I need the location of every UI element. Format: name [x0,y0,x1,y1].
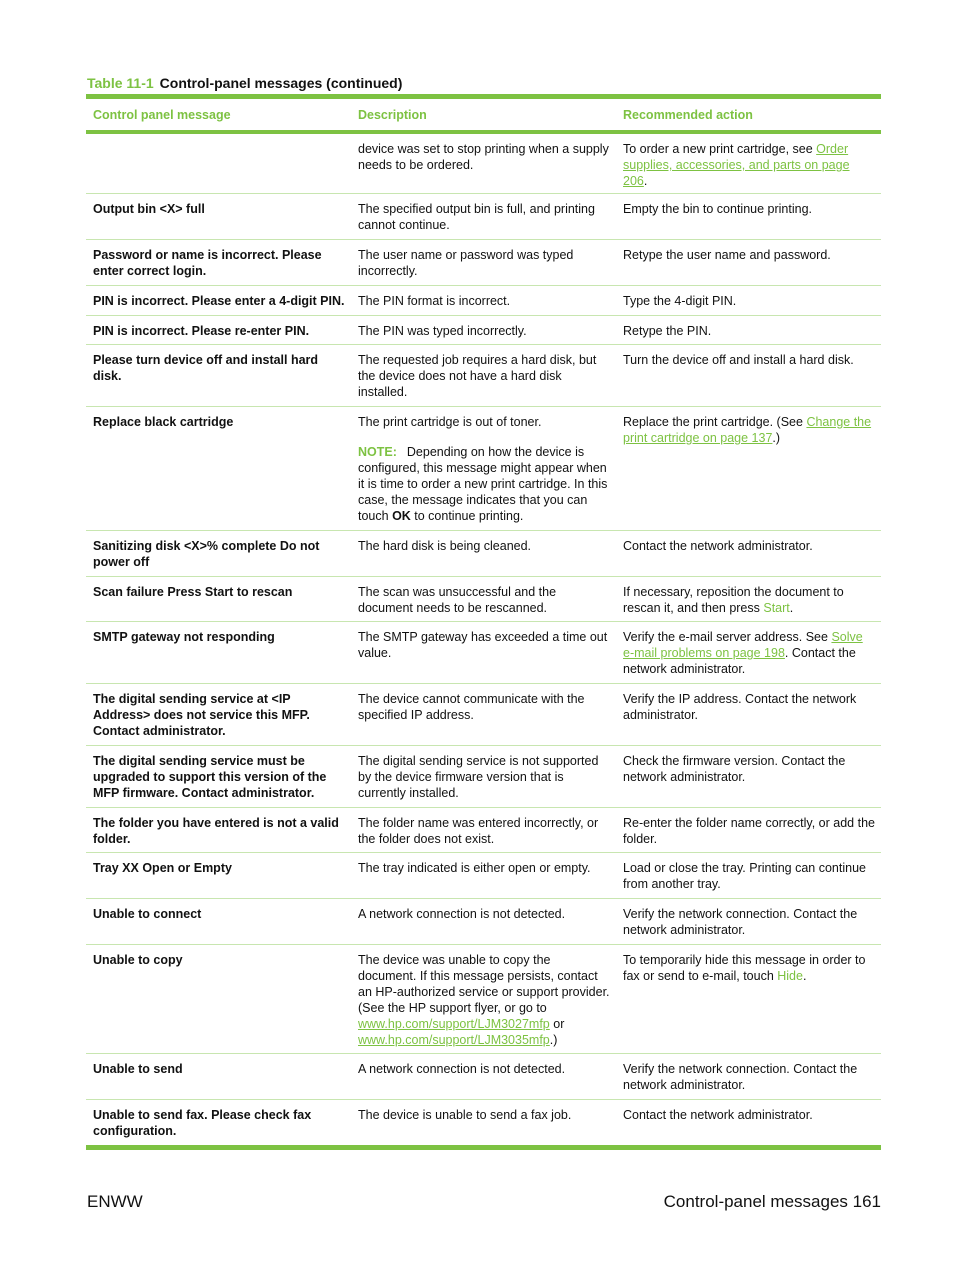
header-action: Recommended action [623,107,753,122]
text: Replace black cartridge [93,415,234,429]
text: to continue printing. [410,509,524,523]
text: Unable to send fax. Please check fax configuration. [93,1108,312,1138]
description-cell [351,345,616,406]
table-row [86,945,881,1054]
description-cell [351,808,616,852]
description-cell [351,746,616,807]
text: The folder name was entered incorrectly, or the folder does not exist. [358,816,599,846]
text: The digital sending service at <IP Address> does not service this MFP. Contact administrator. [93,692,310,738]
table-row [86,808,881,853]
table-number: Table 11-1 [87,75,154,91]
action-cell [616,1054,881,1099]
description-cell [351,240,616,285]
description-cell [351,286,616,315]
message-cell [86,345,351,406]
footer-right: Control-panel messages 161 [663,1192,881,1211]
text: A network connection is not detected. [358,907,566,921]
text: Verify the network connection. Contact the network administrator. [623,907,858,937]
text: If necessary, reposition the document to rescan it, and then press [623,585,844,615]
table-row [86,577,881,622]
action-cell [616,622,881,683]
action-cell [616,345,881,406]
table-row [86,622,881,684]
message-cell [86,286,351,315]
text: The SMTP gateway has exceeded a time out value. [358,630,608,660]
description-cell [351,1100,616,1145]
action-cell [616,134,881,193]
description-cell [351,622,616,683]
text: Load or close the tray. Printing can continue from another tray. [623,861,866,891]
text: Password or name is incorrect. Please enter correct login. [93,248,322,278]
table-row [86,1054,881,1100]
table-row [86,1100,881,1145]
action-cell [616,531,881,576]
text: Depending on how the device is configured, this message might appear when it is time to order a new print cartridge. In this case, the message indicates that you can touch [358,445,608,523]
message-cell [86,622,351,683]
text: device was set to stop printing when a supply needs to be ordered. [358,142,609,172]
description-cell [351,407,616,530]
message-cell [86,577,351,621]
message-cell [86,531,351,576]
text: PIN is incorrect. Please re-enter PIN. [93,324,310,338]
text: The PIN was typed incorrectly. [358,324,527,338]
table-row [86,240,881,286]
description-cell [351,945,616,1053]
header-message: Control panel message [93,107,231,122]
text: The folder you have entered is not a valid folder. [93,816,339,846]
text: The hard disk is being cleaned. [358,539,532,553]
note-label: NOTE: [358,445,397,459]
text: The tray indicated is either open or empty. [358,861,591,875]
text: To order a new print cartridge, see [623,142,817,156]
table-row [86,899,881,945]
message-cell [86,1054,351,1099]
text: The requested job requires a hard disk, but the device does not have a hard disk installed. [358,353,597,399]
description-cell [351,194,616,239]
table-row [86,286,881,316]
link[interactable]: www.hp.com/support/LJM3027mfp [358,1017,550,1031]
description-cell [351,134,616,193]
message-cell [86,853,351,898]
message-cell [86,194,351,239]
text: The scan was unsuccessful and the document needs to be rescanned. [358,585,557,615]
table-row [86,746,881,808]
table-row [86,345,881,407]
table-row [86,194,881,240]
table-row [86,407,881,531]
description-cell [351,899,616,944]
action-cell [616,286,881,315]
text: Contact the network administrator. [623,1108,813,1122]
action-cell [616,577,881,621]
text: The device was unable to copy the document. If this message persists, contact an HP-authorized service or support provider. (See the HP support flyer, or go to [358,953,610,1015]
text: Verify the network connection. Contact the network administrator. [623,1062,858,1092]
message-cell [86,1100,351,1145]
description-cell [351,684,616,745]
text: To temporarily hide this message in order to fax or send to e-mail, touch [623,953,866,983]
text: . [789,601,794,615]
table-row [86,316,881,345]
text: SMTP gateway not responding [93,630,275,644]
action-cell [616,899,881,944]
control-panel-messages-table [86,94,881,1150]
table-row [86,134,881,194]
text: The user name or password was typed incorrectly. [358,248,574,278]
text: .) [549,1033,558,1047]
footer-left: ENWW [87,1192,143,1211]
description-cell [351,577,616,621]
text: . [643,174,648,188]
text: The PIN format is incorrect. [358,294,511,308]
action-cell [616,316,881,344]
text: Tray XX Open or Empty [93,861,232,875]
message-cell [86,945,351,1053]
description-cell [351,316,616,344]
text: . Contact the network administrator. [623,646,856,676]
table-row [86,531,881,577]
text: The device cannot communicate with the specified IP address. [358,692,585,722]
keyword: Start [763,601,790,615]
action-cell [616,684,881,745]
text: The digital sending service must be upgraded to support this version of the MFP firmware. Contact administrator. [93,754,327,800]
text: Empty the bin to continue printing. [623,202,813,216]
text: Verify the e-mail server address. See [623,630,832,644]
text: Check the firmware version. Contact the network administrator. [623,754,846,784]
message-cell [86,134,351,193]
message-cell [86,407,351,530]
action-cell [616,945,881,1053]
text: Scan failure Press Start to rescan [93,585,293,599]
table-row [86,684,881,746]
text: Re-enter the folder name correctly, or add the folder. [623,816,875,846]
text: Output bin <X> full [93,202,205,216]
message-cell [86,684,351,745]
table-title: Control-panel messages (continued) [159,75,403,91]
action-cell [616,808,881,852]
text: The device is unable to send a fax job. [358,1108,572,1122]
action-cell [616,240,881,285]
text: .) [772,431,781,445]
message-cell [86,899,351,944]
text: Turn the device off and install a hard disk. [623,353,854,367]
description-cell [351,531,616,576]
message-cell [86,808,351,852]
text: Verify the IP address. Contact the network administrator. [623,692,857,722]
action-cell [616,746,881,807]
message-cell [86,240,351,285]
description-cell [351,853,616,898]
table-row [86,853,881,899]
message-cell [86,746,351,807]
text: OK [392,509,411,523]
text: Sanitizing disk <X>% complete Do not power off [93,539,320,569]
text: A network connection is not detected. [358,1062,566,1076]
link[interactable]: www.hp.com/support/LJM3035mfp [358,1033,550,1047]
text: Type the 4-digit PIN. [623,294,737,308]
text: or [549,1017,565,1031]
table-caption [87,75,402,91]
action-cell [616,1100,881,1145]
table-header [86,99,881,134]
text: Unable to copy [93,953,183,967]
action-cell [616,853,881,898]
text: Contact the network administrator. [623,539,813,553]
text: PIN is incorrect. Please enter a 4-digit PIN. [93,294,345,308]
header-description: Description [358,107,427,122]
text: Unable to connect [93,907,202,921]
text: The print cartridge is out of toner. [358,415,542,429]
text: Retype the user name and password. [623,248,831,262]
text: Unable to send [93,1062,183,1076]
text: The specified output bin is full, and printing cannot continue. [358,202,595,232]
link[interactable]: Solve e-mail problems on page 198 [623,630,863,660]
text: Replace the print cartridge. (See [623,415,807,429]
action-cell [616,407,881,530]
link[interactable]: Change the print cartridge on page 137 [623,415,872,445]
text: Please turn device off and install hard disk. [93,353,319,383]
link[interactable]: Order supplies, accessories, and parts on page 206 [623,142,850,188]
text: Retype the PIN. [623,324,712,338]
text: . [802,969,807,983]
message-cell [86,316,351,344]
table-body [86,134,881,1145]
description-cell [351,1054,616,1099]
keyword: Hide [777,969,803,983]
text: The digital sending service is not supported by the device firmware version that is currently installed. [358,754,599,800]
action-cell [616,194,881,239]
